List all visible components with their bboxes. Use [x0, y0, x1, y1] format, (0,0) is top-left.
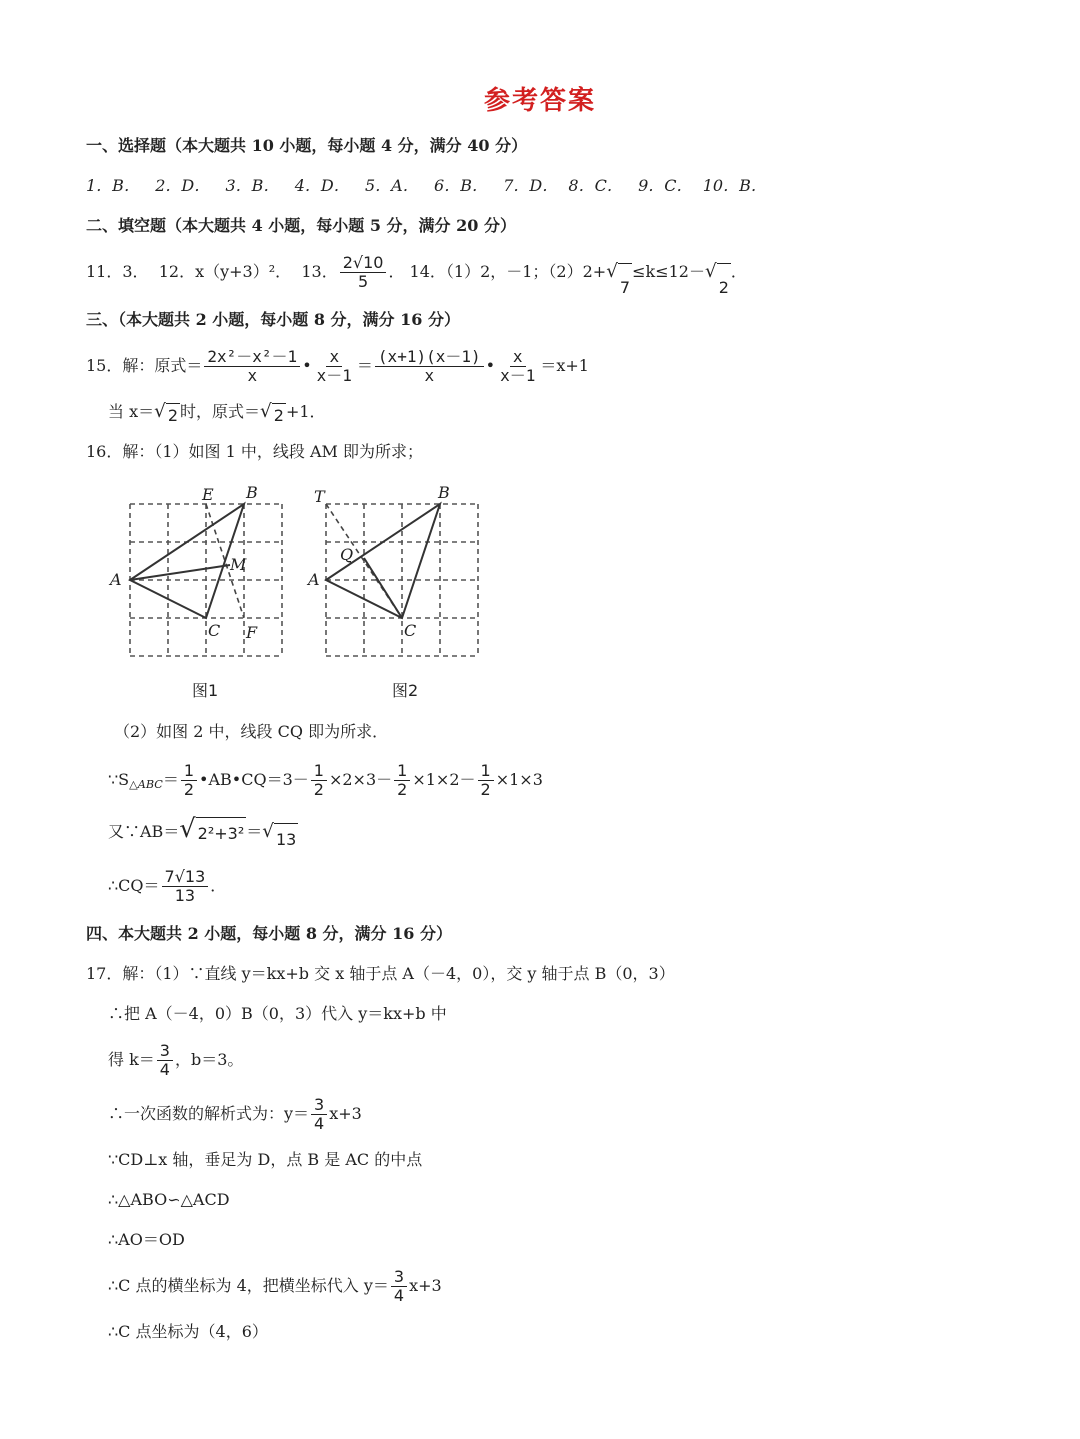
- q14-part-b: ≤k≤12－: [632, 262, 705, 281]
- fig1-label-a: A: [110, 570, 122, 589]
- q17-line5: ∵CD⊥x 轴，垂足为 D，点 B 是 AC 的中点: [108, 1150, 423, 1169]
- q16-part1: 16．解：（1）如图 1 中，线段 AM 即为所求；: [86, 442, 424, 461]
- figure-2: [302, 480, 492, 670]
- q15-fraction-3: $\frac{(x+1)(x-1)}{x}$: [375, 348, 484, 384]
- fig1-label-c: C: [208, 621, 221, 640]
- fig2-label-a: A: [308, 570, 320, 589]
- q15-expression: 15．解：原式＝ $\frac{\text{2x²－x²－1}}{x}$ • $\frac{x}{x-1}$ ＝ $\frac{(x+1)(x-1)}{x}$ • $\frac{x}{x-1}$ ＝x+1: [86, 347, 589, 385]
- q17-line2: ∴把 A（－4，0）B（0，3）代入 y＝kx+b 中: [108, 1004, 447, 1023]
- figure-1-caption: 图1: [192, 681, 219, 700]
- q17-line4: ∴一次函数的解析式为：y＝ $\frac{3}{4}$ x+3: [108, 1095, 362, 1133]
- q16-cq-line: ∴CQ＝ $\frac{7√13}{13}$ ．: [108, 867, 227, 905]
- page-title: 参考答案: [483, 86, 596, 116]
- q16-part2: （2）如图 2 中，线段 CQ 即为所求．: [114, 722, 389, 741]
- fig2-label-t: T: [314, 487, 325, 506]
- q17-line9: ∴C 点坐标为（4，6）: [108, 1322, 268, 1341]
- q12: 12．x（y+3）²．: [158, 262, 292, 281]
- section2-heading: 二、填空题（本大题共 4 小题，每小题 5 分，满分 20 分）: [86, 216, 516, 235]
- answer-9: 9．C．: [638, 176, 693, 195]
- fig2-label-q: Q: [340, 545, 354, 564]
- cq-fraction: $\frac{7√13}{13}$: [162, 868, 209, 904]
- fig1-label-f: F: [246, 623, 258, 642]
- sqrt-7: √ 7: [606, 263, 632, 312]
- q13-label: 13．: [301, 262, 338, 281]
- q14-part-a: 14．（1）2，－1；（2）2+: [409, 262, 607, 281]
- answer-6: 6．B．: [434, 176, 488, 195]
- answer-7: 7．D．: [503, 176, 559, 195]
- q11: 11．3．: [86, 262, 149, 281]
- fig1-label-b: B: [246, 483, 258, 502]
- answer-4: 4．D．: [294, 176, 350, 195]
- section3-heading: 三、（本大题共 2 小题，每小题 8 分，满分 16 分）: [86, 310, 460, 329]
- answer-2: 2．D．: [155, 176, 211, 195]
- q16-area-line: $\because S_{\triangle ABC}=$ $\frac{1}{2}$ •AB•CQ＝3－ $\frac{1}{2}$ ×2×3－ $\frac{1}{2}$ ×1×2－ $\frac{1}{2}$ ×1×3: [108, 761, 543, 799]
- mc-answers: [86, 174, 767, 198]
- sqrt-2: √ 2: [705, 263, 731, 312]
- q16-ab-line: 又∵AB＝ √ 2²+3² ＝ √ 13: [108, 816, 298, 856]
- q15-fraction-2: $\frac{x}{x-1}$: [316, 347, 352, 385]
- answer-1: 1．B．: [86, 176, 140, 195]
- q13-fraction: $\frac{2√10}{5}$: [340, 254, 387, 290]
- figure-2-caption: 图2: [392, 681, 419, 700]
- q15-fraction-1: $\frac{\text{2x²－x²－1}}{x}$: [204, 348, 300, 384]
- figure-1: [106, 480, 296, 670]
- fig1-label-e: E: [202, 485, 214, 504]
- answer-3: 3．B．: [225, 176, 280, 195]
- fig1-label-m: M: [230, 555, 247, 574]
- q17-line6: ∴△ABO∽△ACD: [108, 1190, 230, 1209]
- q17-line3: 得 k＝ $\frac{3}{4}$ ，b＝3。: [108, 1041, 244, 1079]
- answer-8: 8．C．: [568, 176, 623, 195]
- fig2-label-b: B: [438, 483, 450, 502]
- fill-answers: 11．3． 12．x（y+3）²． 13． $\frac{2√10}{5}$ ． 14．（1）2，－1；（2）2+ √ 7 ≤k≤12－ √ 2 ．: [86, 248, 747, 312]
- q17-line8: ∴C 点的横坐标为 4，把横坐标代入 y＝ $\frac{3}{4}$ x+3: [108, 1267, 442, 1305]
- q15-fraction-4: $\frac{x}{x-1}$: [500, 347, 536, 385]
- q17-line7: ∴AO＝OD: [108, 1230, 185, 1249]
- section4-heading: 四、本大题共 2 小题，每小题 8 分，满分 16 分）: [86, 924, 452, 943]
- answer-10: 10．B．: [702, 176, 767, 195]
- section1-heading: 一、选择题（本大题共 10 小题，每小题 4 分，满分 40 分）: [86, 136, 528, 155]
- answer-5: 5．A．: [365, 176, 419, 195]
- q15-line2: 当 x＝ √ 2 时，原式＝ √ 2 +1．: [108, 400, 326, 428]
- q17-line1: 17．解：（1）∵直线 y＝kx+b 交 x 轴于点 A（－4，0），交 y 轴于点 B（0，3）: [86, 964, 675, 983]
- fig2-label-c: C: [404, 621, 417, 640]
